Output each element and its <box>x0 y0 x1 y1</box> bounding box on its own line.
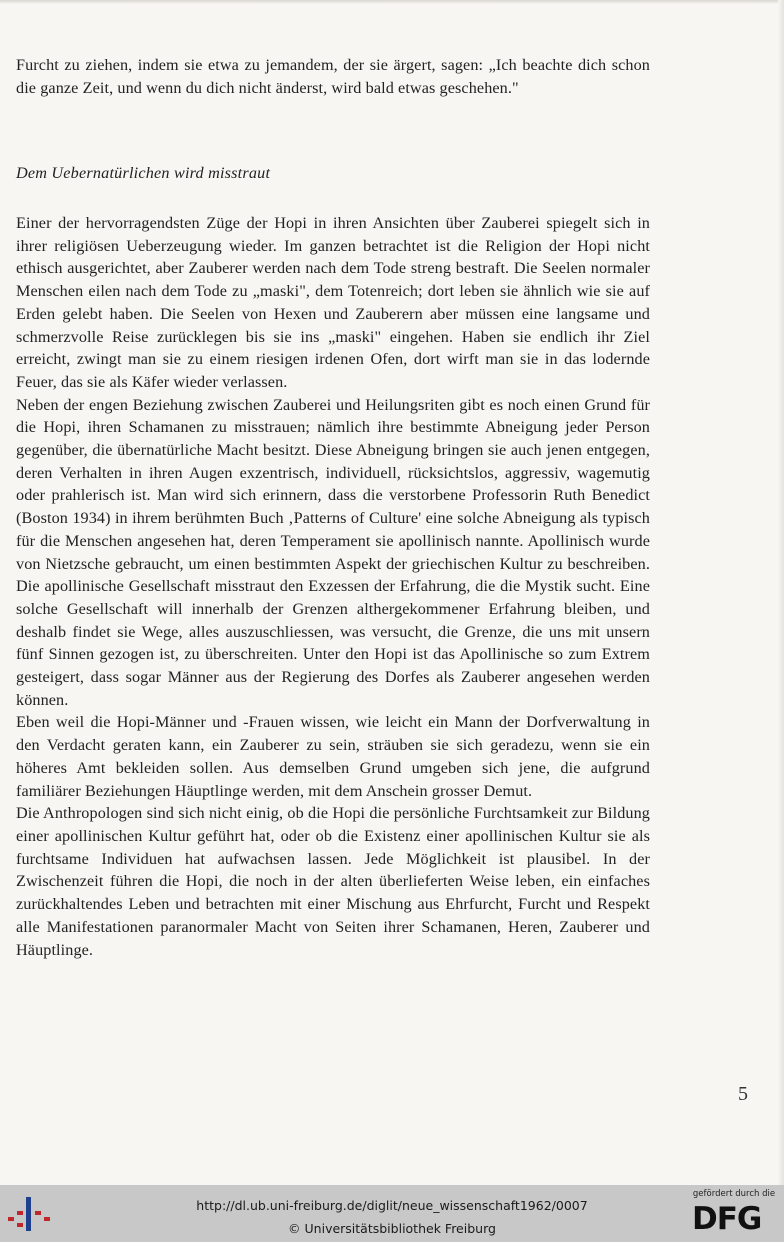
body-paragraph-2: Neben der engen Beziehung zwischen Zauberei und Heilungsriten gibt es noch einen Grund für die Hopi, ihren Schamanen zu misstrauen; nämlich ihre bestimmte Abneigung jeder Person gegenüber, die übernatürliche Macht besitzt. Diese Abneigung bringen sie auch jenen entgegen, deren Verhalten in ihren Augen exzentrisch, individuell, rücksichtslos, aggressiv, wagemutig oder prahlerisch ist. Man wird sich erinnern, dass die verstorbene Professorin Ruth Benedict (Boston 1934) in ihrem berühmten Buch ‚Patterns of Culture' eine solche Abneigung als typisch für die Menschen angesehen hat, deren Temperament sie apollinisch nannte. Apollinisch wurde von Nietzsche gebraucht, um einen bestimmten Aspekt der griechischen Kultur zu beschreiben. Die apollinische Gesellschaft misstraut den Exzessen der Erfahrung, die die Mystik sucht. Eine solche Gesellschaft will innerhalb der Grenzen althergekommener Erfahrung bleiben, und deshalb findet sie Wege, alles auszuschliessen, was versucht, die Grenze, die uns mit unsern fünf Sinnen gezogen ist, zu überschreiten. Unter den Hopi ist das Apollinische so zum Extrem gesteigert, dass sogar Männer aus der Regierung des Dorfes als Zauberer angesehen werden können. <box>16 395 650 709</box>
section-heading: Dem Uebernatürlichen wird misstraut <box>16 164 271 182</box>
copyright-credit: © Universitätsbibliothek Freiburg <box>288 1221 496 1236</box>
section-body <box>16 212 650 961</box>
dfg-caption: gefördert durch die <box>692 1189 776 1199</box>
body-paragraph-4: Die Anthropologen sind sich nicht einig, ob die Hopi die persönliche Furchtsamkeit zur Bildung einer apollinischen Kultur geführt hat, oder ob die Existenz einer apollinischen Kultur sie als furchtsame Individuen hat aufwachsen lassen. Jede Möglichkeit ist plausibel. In der Zwischenzeit führen die Hopi, die noch in der alten überlieferten Weise leben, ein einfaches zurückhaltendes Leben und betrachten mit einer Mischung aus Ehrfurcht, Furcht und Respekt alle Manifestationen paranormaler Macht von Seiten ihrer Schamanen, Heren, Zauberer und Häuptlinge. <box>16 804 650 959</box>
body-paragraph-1: Einer der hervorragendsten Züge der Hopi in ihren Ansichten über Zauberei spiegelt sich in ihrer religiösen Ueberzeugung wieder. Im ganzen betrachtet ist die Religion der Hopi nicht ethisch ausgerichtet, aber Zauberer werden nach dem Tode streng bestraft. Die Seelen normaler Menschen eilen nach dem Tode zu „maski", dem Totenreich; dort leben sie ähnlich wie sie auf Erden gelebt haben. Die Seelen von Hexen und Zauberern aber müssen eine langsame und schmerzvolle Reise zurücklegen bis sie ins „maski" eingehen. Haben sie endlich ihr Ziel erreicht, zwingt man sie zu einem riesigen irdenen Ofen, dort wirft man sie in das lodernde Feuer, das sie als Käfer wieder verlassen. <box>16 214 650 391</box>
footer-bar <box>0 1185 784 1242</box>
dfg-logo-text: DFG <box>692 1201 762 1237</box>
intro-paragraph: Furcht zu ziehen, indem sie etwa zu jemandem, der sie ärgert, sagen: „Ich beachte dich schon die ganze Zeit, und wenn du dich nicht änderst, wird bald etwas geschehen." <box>16 56 650 97</box>
dfg-funding-logo <box>690 1189 778 1239</box>
page-number: 5 <box>738 1083 748 1105</box>
source-url-link[interactable]: http://dl.ub.uni-freiburg.de/diglit/neue_wissenschaft1962/0007 <box>196 1198 588 1213</box>
body-paragraph-3: Eben weil die Hopi-Männer und -Frauen wissen, wie leicht ein Mann der Dorfverwaltung in den Verdacht geraten kann, ein Zauberer zu sein, sträuben sie sich geradezu, wenn sie ein höheres Amt bekleiden sollen. Aus demselben Grund umgeben sich jene, die aufgrund familiärer Beziehungen Häuptlinge werden, mit dem Anschein grosser Demut. <box>16 713 650 800</box>
